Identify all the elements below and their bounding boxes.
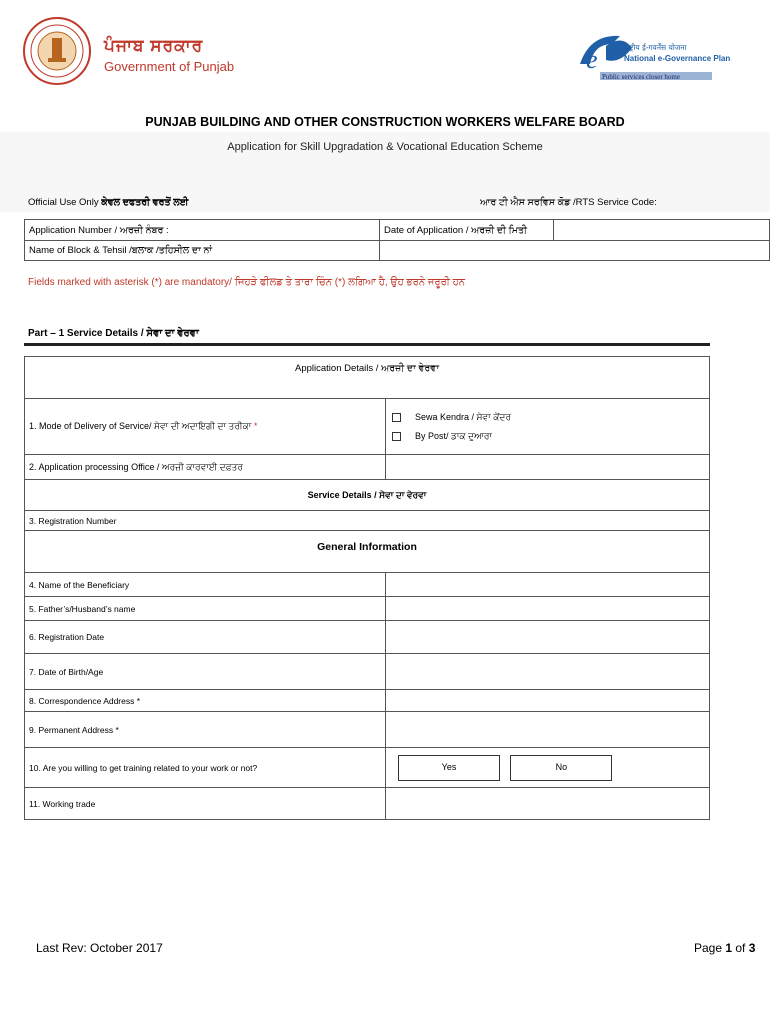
page-total: 3 [748, 941, 756, 955]
svg-text:e: e [586, 45, 598, 74]
service-details-table [24, 356, 710, 820]
correspondence-address-field[interactable] [386, 690, 710, 712]
official-use-en: Official Use Only [28, 197, 99, 208]
negp-tagline: Public services closer home [602, 73, 680, 81]
field-label: 5. Father’s/Husband’s name [25, 597, 386, 621]
negp-logo-icon [572, 24, 732, 84]
father-husband-name-field[interactable] [386, 597, 710, 621]
post-checkbox[interactable] [392, 432, 401, 441]
page-of: of [732, 941, 749, 955]
general-info-header: General Information [25, 531, 710, 573]
rts-pa: ਆਰ ਟੀ ਐਸ ਸਰਵਿਸ ਕੋਡ [480, 197, 571, 208]
working-trade-field[interactable] [386, 788, 710, 820]
processing-office-label: 2. Application processing Office / ਅਰਜ਼ੀ ਕਾਰਵਾਈ ਦਫ਼ਤਰ [25, 455, 386, 480]
page-prefix: Page [694, 941, 726, 955]
post-label: By Post/ ਡਾਕ ਦੁਆਰਾ [415, 430, 492, 441]
registration-number-label: 3. Registration Number [29, 515, 117, 526]
dob-age-field[interactable] [386, 654, 710, 690]
service-details-header: Service Details / ਸੇਵਾ ਦਾ ਵੇਰਵਾ [25, 480, 710, 511]
required-asterisk: * [253, 421, 258, 431]
block-tehsil-field[interactable] [380, 241, 770, 261]
application-number-label: Application Number / ਅਰਜ਼ੀ ਨੰਬਰ : [25, 220, 380, 241]
permanent-address-field[interactable] [386, 712, 710, 748]
mode-of-delivery-options [386, 399, 710, 455]
government-label: Government of Punjab [104, 59, 235, 74]
rts-service-code [480, 197, 657, 208]
field-label: 7. Date of Birth/Age [25, 654, 386, 690]
yes-option[interactable]: Yes [398, 755, 500, 781]
mode-of-delivery-label [25, 399, 386, 455]
punjab-title: ਪੰਜਾਬ ਸਰਕਾਰ [104, 36, 204, 55]
last-revision: Last Rev: October 2017 [36, 941, 163, 955]
sewa-checkbox[interactable] [392, 413, 401, 422]
part-title: Part – 1 Service Details / ਸੇਵਾ ਦਾ ਵੇਰਵਾ [28, 328, 199, 339]
negp-label: National e-Governance Plan [624, 54, 731, 63]
field-label: 4. Name of the Beneficiary [25, 573, 386, 597]
processing-office-field[interactable] [386, 455, 710, 480]
date-of-application-field[interactable] [554, 220, 770, 241]
form-title: PUNJAB BUILDING AND OTHER CONSTRUCTION WORKERS WELFARE BOARD [145, 115, 625, 129]
field-label: 9. Permanent Address * [25, 712, 386, 748]
mandatory-note: Fields marked with asterisk (*) are mandatory/ ਜਿਹੜੇ ਫੀਲਡ ਤੇ ਤਾਰਾ ਚਿੰਨ (*) ਲਗਿਆ ਹੈ, ਉਹ ਭਰਨੇ ਜਰੂਰੀ ਹਨ [28, 277, 466, 288]
registration-number-field[interactable] [25, 511, 710, 531]
working-trade-label: 11. Working trade [25, 788, 386, 820]
training-question-label: 10. Are you willing to get training related to your work or not? [25, 748, 386, 788]
negp-hindi: राष्ट्रीय ई-गवर्नेंस योजना [624, 43, 687, 52]
application-details-header: Application Details / ਅਰਜ਼ੀ ਦਾ ਵੇਰਵਾ [25, 357, 710, 399]
official-use-label [28, 197, 188, 208]
official-use-table [24, 219, 770, 261]
beneficiary-name-field[interactable] [386, 573, 710, 597]
option-by-post[interactable] [392, 427, 705, 446]
punjab-seal-icon [22, 16, 92, 86]
rts-en: /RTS Service Code: [573, 197, 657, 208]
page-number [694, 941, 755, 955]
date-of-application-label: Date of Application / ਅਰਜ਼ੀ ਦੀ ਮਿਤੀ [380, 220, 554, 241]
form-subtitle: Application for Skill Upgradation & Vocational Education Scheme [227, 141, 543, 153]
field-label: 6. Registration Date [25, 621, 386, 654]
no-option[interactable]: No [510, 755, 612, 781]
official-use-pa: ਕੇਵਲ ਦਫਤਰੀ ਵਰਤੋਂ ਲਈ [101, 197, 189, 208]
option-sewa-kendra[interactable] [392, 408, 705, 427]
registration-date-field[interactable] [386, 621, 710, 654]
page-current: 1 [725, 941, 733, 955]
block-tehsil-label: Name of Block & Tehsil /ਬਲਾਕ /ਤਹਿਸੀਲ ਦਾ ਨਾਂ [25, 241, 380, 261]
field-label: 8. Correspondence Address * [25, 690, 386, 712]
sewa-label: Sewa Kendra / ਸੇਵਾ ਕੇਂਦਰ [415, 411, 511, 422]
part-divider [24, 343, 710, 346]
training-options [386, 748, 710, 788]
mode-of-delivery-text: 1. Mode of Delivery of Service/ ਸੇਵਾ ਦੀ ਅਦਾਇਗੀ ਦਾ ਤਰੀਕਾ [29, 421, 252, 431]
